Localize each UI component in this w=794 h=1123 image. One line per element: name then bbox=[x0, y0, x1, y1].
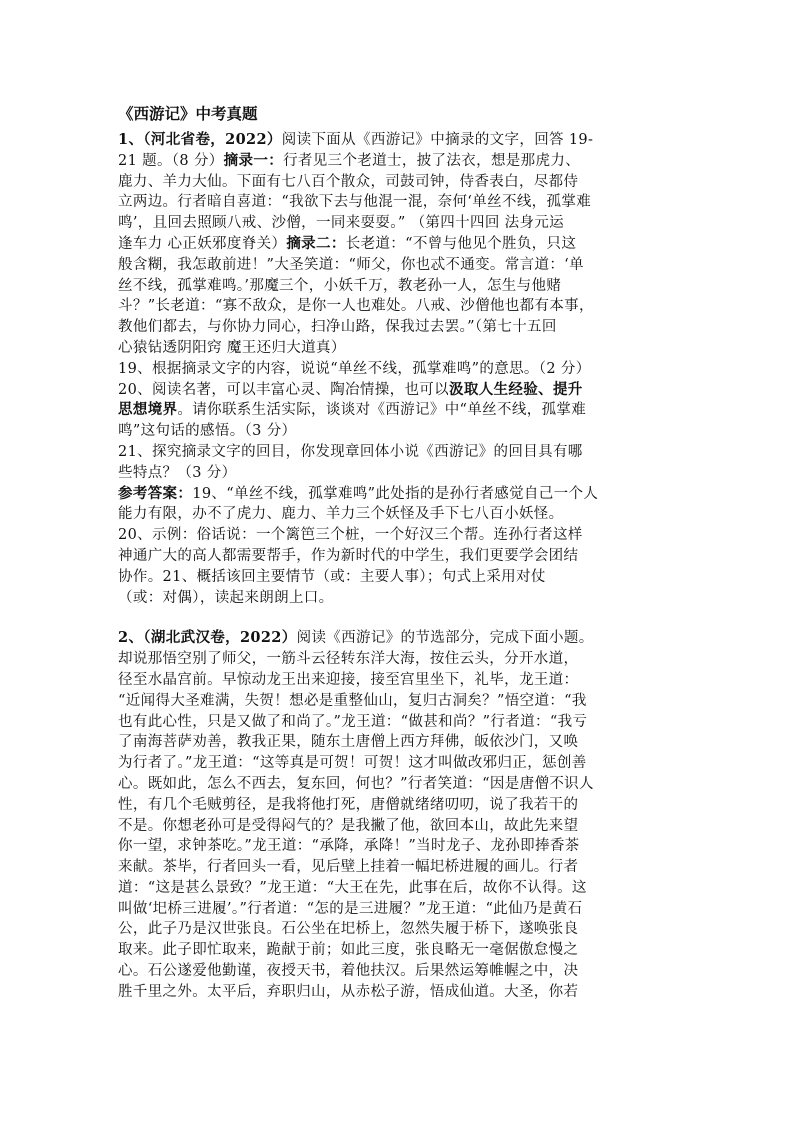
text-run: 。请你联系生活实际，谈谈对《西游记》中“单丝不线，孤掌难 bbox=[177, 402, 587, 419]
text-line bbox=[118, 130, 680, 151]
text-line bbox=[118, 525, 680, 546]
document-page bbox=[118, 104, 680, 1003]
text-run: 21 题。（8 分） bbox=[118, 152, 224, 169]
text-run: “近闻得大圣难满，失贺！想必是重整仙山，复归古洞矣？”悟空道：“我 bbox=[118, 692, 587, 709]
text-run: 取来。此子即忙取来，跪献于前；如此三度，张良略无一毫倨傲怠慢之 bbox=[118, 942, 579, 959]
text-run: 公，此子乃是汉世张良。石公坐在圯桥上，忽然失履于桥下，遂唤张良 bbox=[118, 921, 579, 938]
bold-text: 汲取人生经验、提升 bbox=[449, 380, 583, 398]
text-line bbox=[118, 919, 680, 940]
text-run: 鸣”这句话的感悟。（3 分） bbox=[118, 423, 297, 440]
text-line bbox=[118, 649, 680, 670]
text-run: 阅读下面从《西游记》中摘录的文字，回答 19- bbox=[281, 132, 594, 148]
text-run: 性，有几个毛贼剪径，是我将他打死，唐僧就绪绪叨叨，说了我若干的 bbox=[118, 796, 579, 813]
text-run: 20、示例：俗话说：一个篱笆三个桩，一个好汉三个帮。连孙行者这样 bbox=[118, 527, 583, 544]
text-run: 径至水晶宫前。早惊动龙王出来迎接，接至宫里坐下，礼毕，龙王道： bbox=[118, 671, 579, 688]
text-run: 鸣’，且回去照顾八戒、沙僧，一同来耍耍。” （第四十四回 法身元运 bbox=[118, 215, 565, 232]
text-run: 却说那悟空别了师父，一筋斗云径转东洋大海，按住云头，分开水道， bbox=[118, 651, 579, 668]
text-run: 了南海菩萨劝善，教我正果，随东土唐僧上西方拜佛，皈依沙门，又唤 bbox=[118, 734, 579, 751]
text-run: 斗？”长老道：“寡不敌众，是你一人也难处。八戒、沙僧他也都有本事， bbox=[118, 298, 594, 315]
text-run: 些特点？（3 分） bbox=[118, 464, 237, 481]
bold-text: 1、（河北省卷，2022） bbox=[118, 131, 282, 148]
text-run: 19、“单丝不线，孤掌难鸣”此处指的是孙行者感觉自己一个人 bbox=[192, 485, 599, 502]
text-run: 能力有限，办不了虎力、鹿力、羊力三个妖怪及手下七八百小妖怪。 bbox=[118, 506, 564, 523]
question-2-block bbox=[118, 628, 680, 1002]
text-run: （或：对偶），读起来朗朗上口。 bbox=[118, 589, 334, 606]
text-line bbox=[118, 296, 680, 317]
bold-text: 摘录一： bbox=[223, 151, 284, 169]
text-run: 行者见三个老道士，披了法衣，想是那虎力、 bbox=[283, 152, 581, 169]
text-run: 叫做‘圯桥三进履’。”行者道：“怎的是三进履？”龙王道：“此仙乃是黄石 bbox=[118, 900, 583, 917]
text-run: 心。石公遂爱他勤谨，夜授天书，着他扶汉。后果然运筹帷幄之中，决 bbox=[118, 963, 579, 980]
text-run: 逢车力 心正妖邪度脊关） bbox=[118, 235, 287, 252]
text-line bbox=[118, 504, 680, 525]
text-line bbox=[118, 172, 680, 193]
text-line bbox=[118, 982, 680, 1003]
text-line bbox=[118, 421, 680, 442]
text-run: 长老道：“不曾与他见个胜负，只这 bbox=[345, 235, 577, 252]
text-line bbox=[118, 712, 680, 733]
text-run: 也有此心性，只是又做了和尚了。”龙王道：“做甚和尚？”行者道：“我亏 bbox=[118, 713, 588, 730]
question-1-block bbox=[118, 130, 680, 608]
text-line bbox=[118, 878, 680, 899]
text-run: 你一望，求钟茶吃。”龙王道：“承降，承降！”当时龙子、龙孙即捧香茶 bbox=[118, 838, 580, 855]
text-run: 20、阅读名著，可以丰富心灵、陶冶情操，也可以 bbox=[118, 381, 449, 398]
text-line bbox=[118, 463, 680, 484]
bold-text: 思想境界 bbox=[118, 401, 178, 419]
text-run: 立两边。行者暗自喜道：“我欲下去与他混一混，奈何‘单丝不线，孤掌难 bbox=[118, 194, 592, 211]
text-run: 胜千里之外。太平后，弃职归山，从赤松子游，悟成仙道。大圣，你若 bbox=[118, 983, 579, 1000]
text-line bbox=[118, 774, 680, 795]
bold-text: 2、（湖北武汉卷，2022） bbox=[118, 629, 297, 647]
text-run: 19、根据摘录文字的内容，说说“单丝不线，孤掌难鸣”的意思。（2 分） bbox=[118, 360, 591, 377]
text-line bbox=[118, 442, 680, 463]
text-line bbox=[118, 816, 680, 837]
text-run: 21、探究摘录文字的回目，你发现章回体小说《西游记》的回目具有哪 bbox=[118, 443, 583, 460]
text-line bbox=[118, 753, 680, 774]
text-line bbox=[118, 192, 680, 213]
text-run: 丝不线，孤掌难鸣。’那魔三个，小妖千万，教老孙一人，怎生与他赌 bbox=[118, 277, 562, 294]
text-run: 教他们都去，与你协力同心，扫净山路，保我过去罢。”（第七十五回 bbox=[118, 319, 557, 336]
text-run: 心猿钻透阴阳窍 魔王还归大道真） bbox=[118, 339, 346, 356]
document-title: 《西游记》中考真题 bbox=[118, 104, 258, 123]
text-line bbox=[118, 567, 680, 588]
text-run: 道：“这是甚么景致？”龙王道：“大王在先，此事在后，故你不认得。这 bbox=[118, 879, 587, 896]
bold-text: 参考答案： bbox=[118, 484, 193, 502]
text-line bbox=[118, 338, 680, 359]
text-run: 协作。21、概括该回主要情节（或：主要人事）；句式上采用对仗 bbox=[118, 568, 546, 585]
text-line bbox=[118, 691, 680, 712]
text-run: 不是。你想老孙可是受得闷气的？是我撇了他，欲回本山，故此先来望 bbox=[118, 817, 579, 834]
text-line bbox=[118, 317, 680, 338]
text-line bbox=[118, 961, 680, 982]
text-line bbox=[118, 276, 680, 297]
text-line bbox=[118, 836, 680, 857]
text-line bbox=[118, 628, 680, 649]
text-run: 神通广大的高人都需要帮手，作为新时代的中学生，我们更要学会团结 bbox=[118, 547, 579, 564]
text-line bbox=[118, 359, 680, 380]
text-line bbox=[118, 400, 680, 421]
text-run: 阅读《西游记》的节选部分，完成下面小题。 bbox=[296, 630, 594, 647]
section-gap bbox=[118, 608, 680, 628]
text-line bbox=[118, 899, 680, 920]
text-line bbox=[118, 588, 680, 609]
bold-text: 摘录二： bbox=[286, 234, 346, 252]
text-line bbox=[118, 940, 680, 961]
text-line bbox=[118, 732, 680, 753]
text-run: 般含糊，我怎敢前进！”大圣笑道：“师父，你也忒不通变。常言道：‘单 bbox=[118, 256, 584, 273]
text-line bbox=[118, 255, 680, 276]
text-line bbox=[118, 670, 680, 691]
text-line bbox=[118, 795, 680, 816]
text-line bbox=[118, 484, 680, 505]
text-line bbox=[118, 151, 680, 172]
text-run: 为行者了。”龙王道：“这等真是可贺！可贺！这才叫做改邪归正，惩创善 bbox=[118, 755, 587, 772]
text-line bbox=[118, 546, 680, 567]
text-line bbox=[118, 213, 680, 234]
text-line bbox=[118, 857, 680, 878]
text-run: 来献。茶毕，行者回头一看，见后壁上挂着一幅圯桥进履的画儿。行者 bbox=[118, 859, 579, 876]
text-run: 鹿力、羊力大仙。下面有七八百个散众，司鼓司钟，侍香表白，尽都侍 bbox=[118, 173, 579, 190]
text-line bbox=[118, 234, 680, 255]
text-line bbox=[118, 380, 680, 401]
text-run: 心。既如此，怎么不西去，复东回，何也？”行者笑道：“因是唐僧不识人 bbox=[118, 775, 594, 792]
